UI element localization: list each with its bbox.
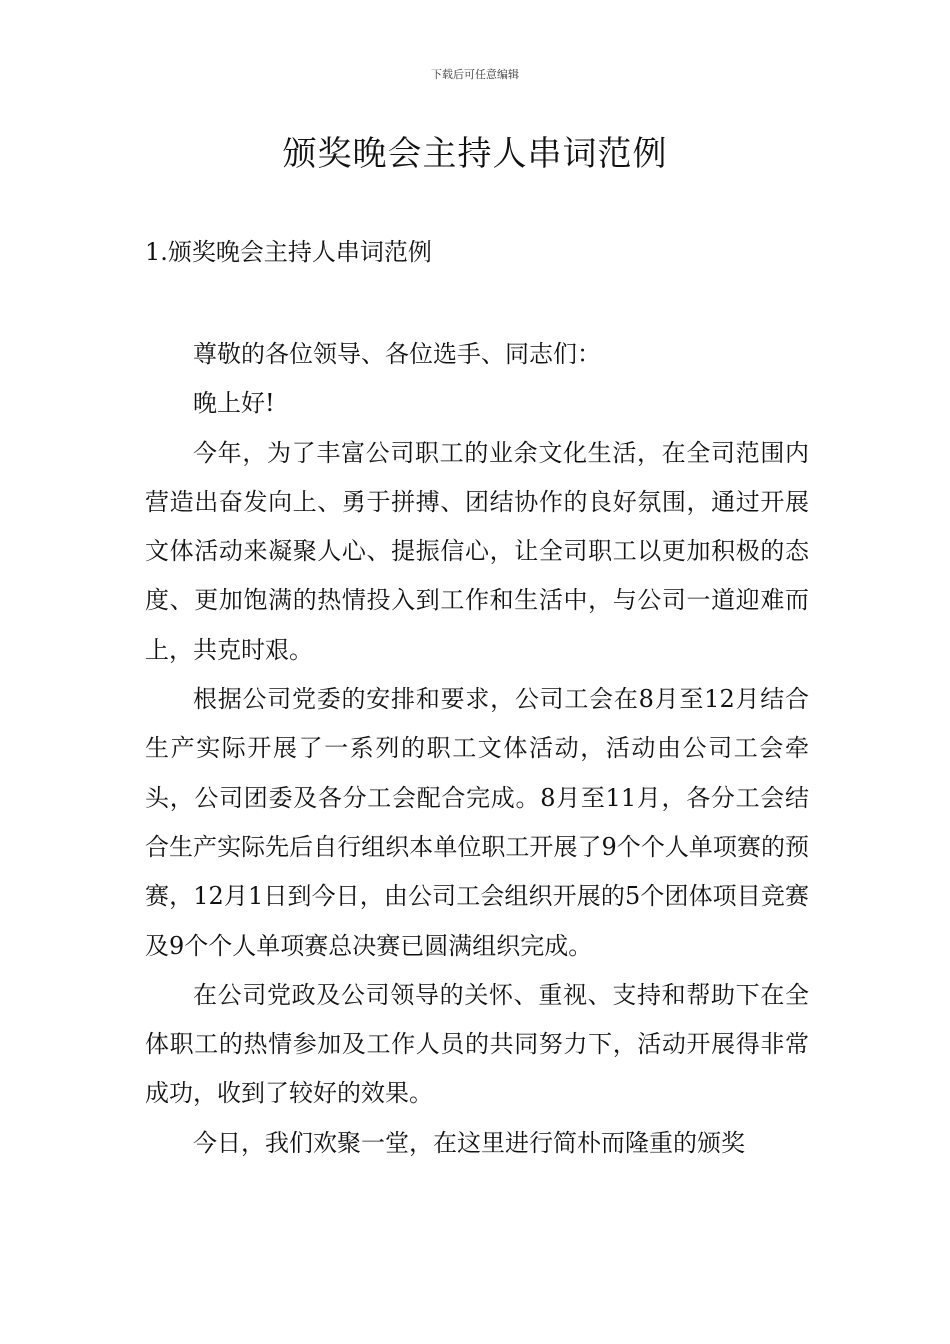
paragraph: 今日，我们欢聚一堂，在这里进行简朴而隆重的颁奖 xyxy=(193,1128,745,1157)
header-note: 下载后可任意编辑 xyxy=(431,68,519,81)
paragraph: 今年，为了丰富公司职工的业余文化生活，在全司范围内营造出奋发向上、勇于拼搏、团结协作的良好氛围，通过开展文体活动来凝聚人心、提振信心，让全司职工以更加积极的态度、更加饱满的热情投入到工作和生活中，与公司一道迎难而上，共克时艰。 xyxy=(145,438,809,664)
paragraph-salutation: 尊敬的各位领导、各位选手、同志们： xyxy=(193,340,601,368)
paragraph: 根据公司党委的安排和要求，公司工会在8月至12月结合生产实际开展了一系列的职工文体活动，活动由公司工会牵头，公司团委及各分工会配合完成。8月至11月，各分工会结合生产实际先后自行组织本单位职工开展了9个个人单项赛的预赛，12月1日到今日，由公司工会组织开展的5个团体项目竞赛及9个个人单项赛总决赛已圆满组织完成。 xyxy=(145,685,809,960)
paragraph-greeting: 晚上好! xyxy=(193,389,275,418)
paragraph: 在公司党政及公司领导的关怀、重视、支持和帮助下在全体职工的热情参加及工作人员的共同努力下，活动开展得非常成功，收到了较好的效果。 xyxy=(145,980,809,1108)
body-text xyxy=(145,330,809,1168)
document-title: 颁奖晚会主持人串词范例 xyxy=(282,134,668,174)
section-heading: 1.颁奖晚会主持人串词范例 xyxy=(145,238,432,266)
